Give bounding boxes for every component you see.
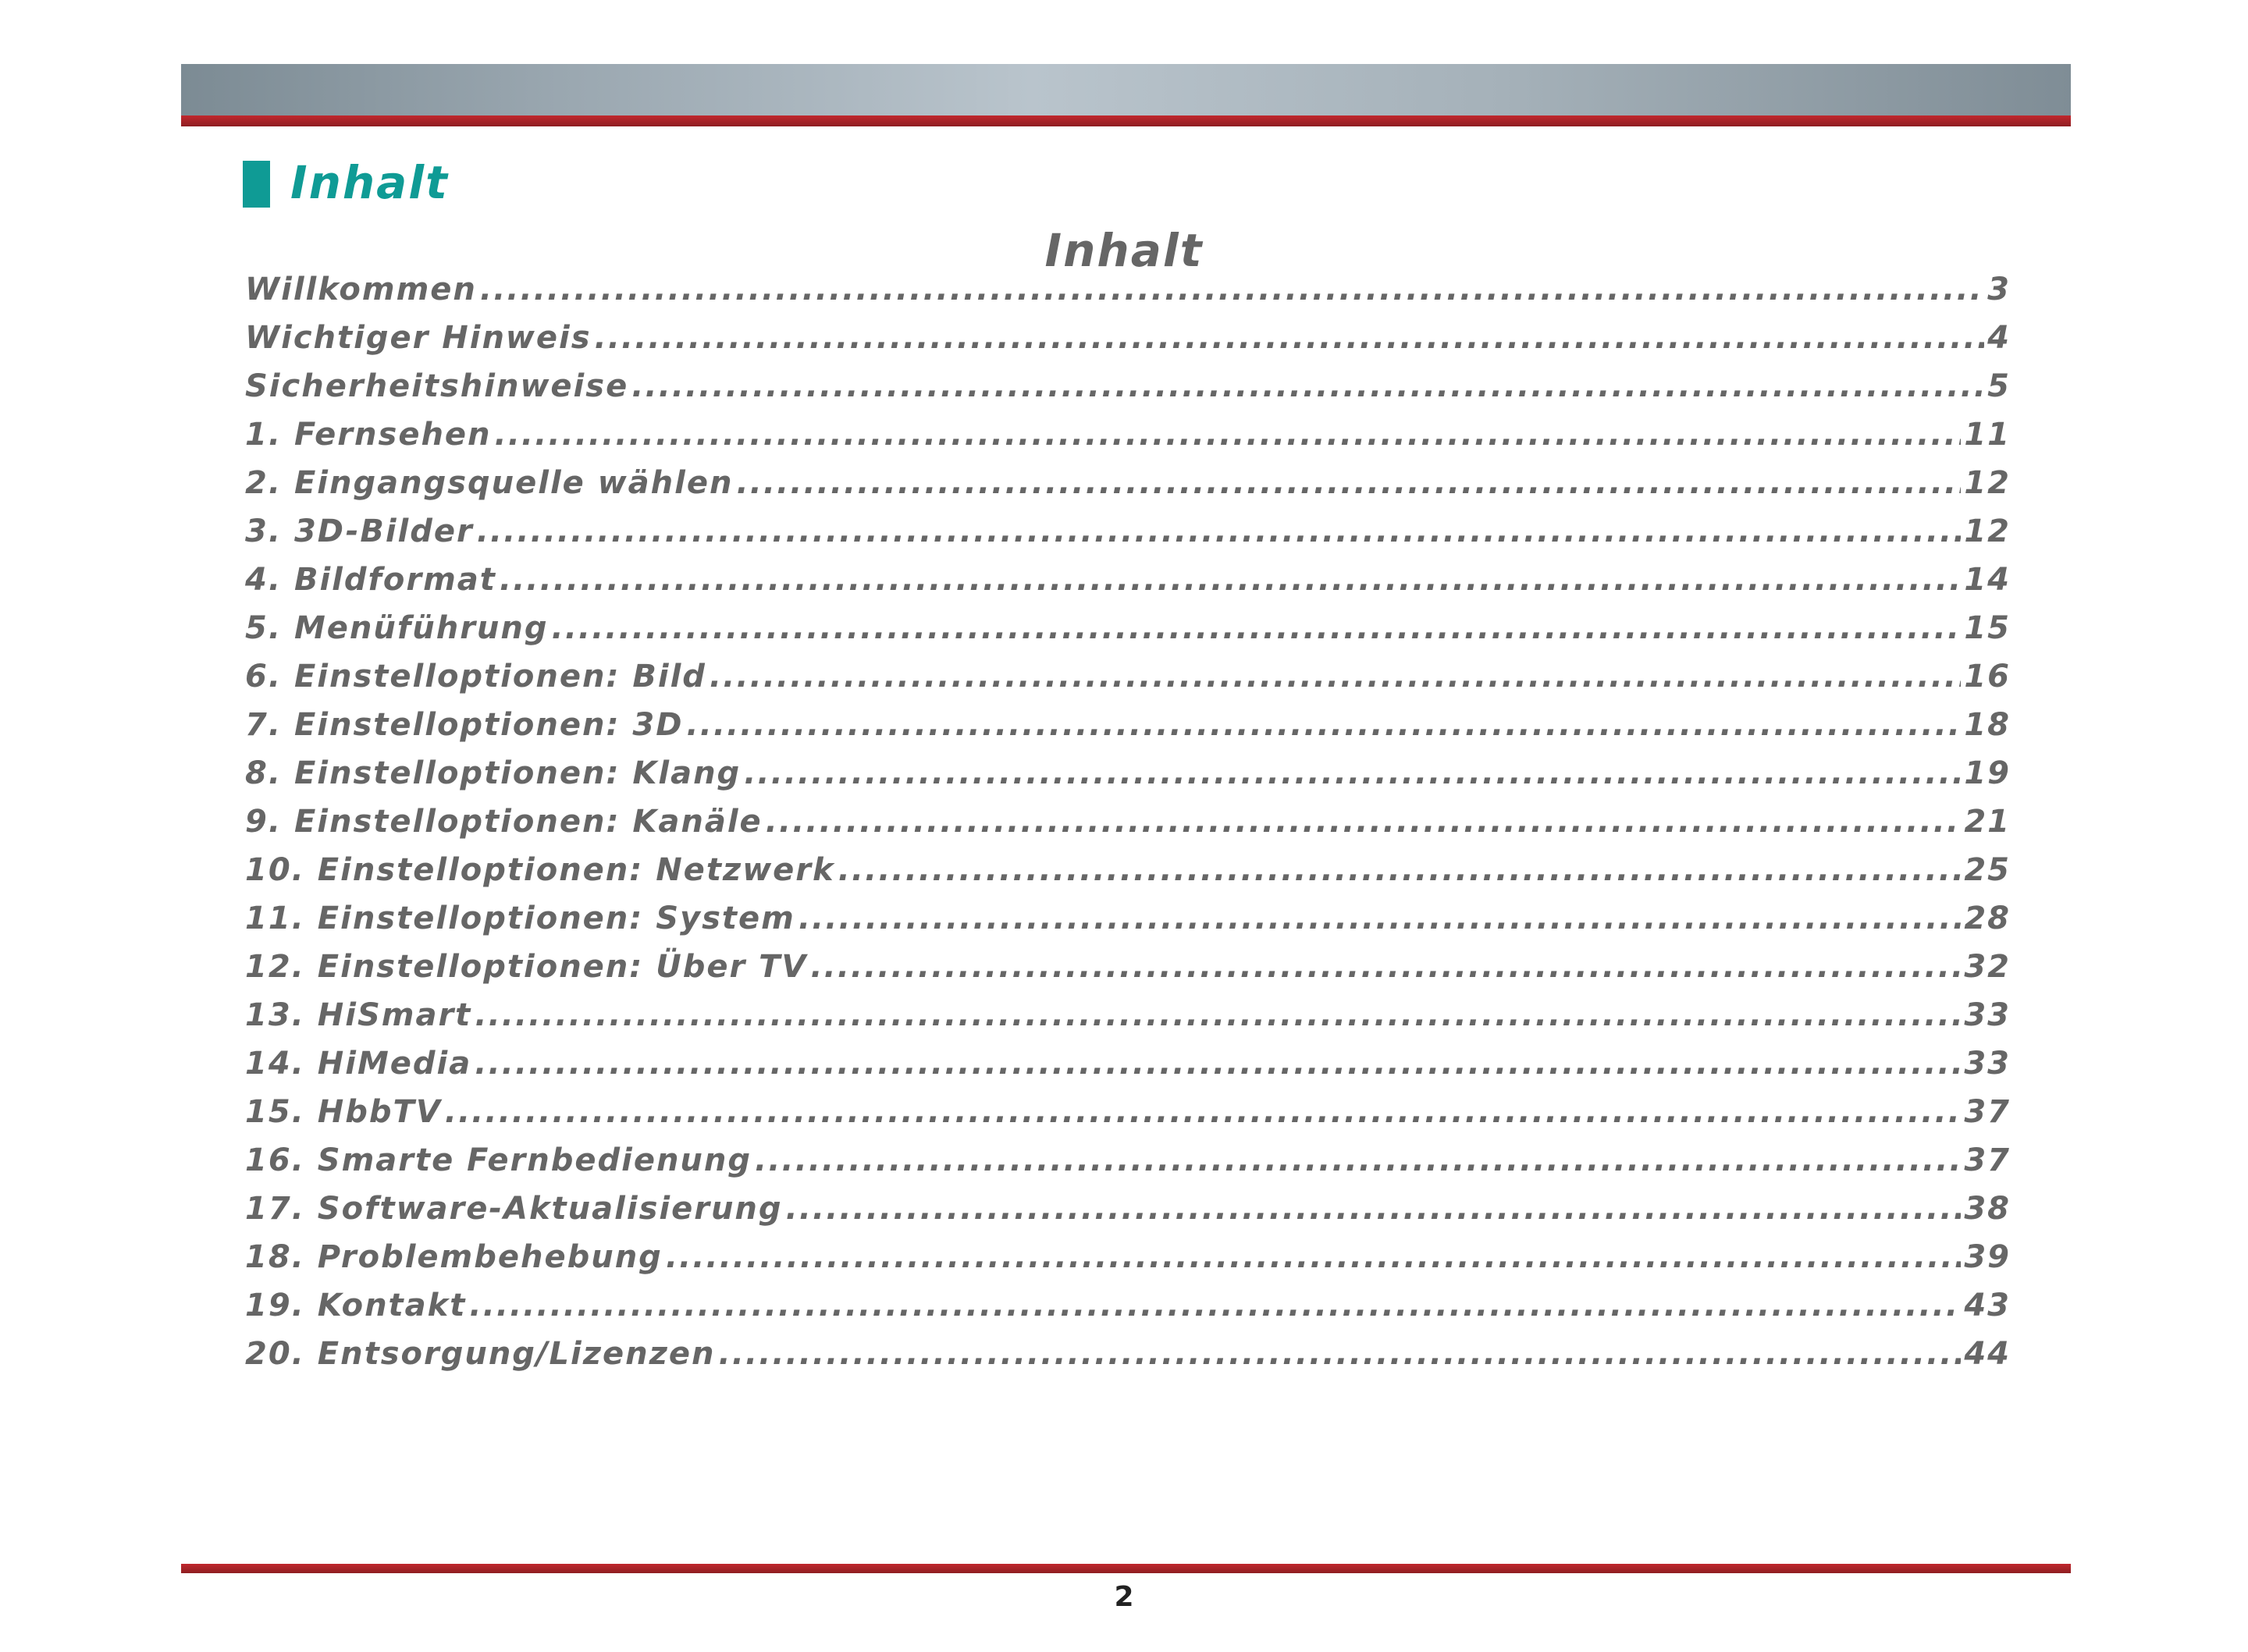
toc-entry[interactable] [245, 894, 2011, 943]
toc-entry-label: 18. Problembehebung [245, 1239, 663, 1275]
toc-entry-page: 11 [1964, 417, 2011, 453]
toc-entry-page: 37 [1964, 1094, 2011, 1130]
toc-entry[interactable] [245, 556, 2011, 604]
toc-leader-dots [500, 556, 1961, 604]
toc-entry-page: 12 [1964, 513, 2011, 549]
toc-entry[interactable] [245, 991, 2011, 1039]
toc-leader-dots [744, 749, 1961, 798]
toc-leader-dots [445, 1088, 1962, 1136]
toc-entry-label: 12. Einstelloptionen: Über TV [245, 949, 808, 985]
toc-leader-dots [766, 798, 1962, 846]
footer-rule [181, 1564, 2071, 1573]
toc-entry-page: 44 [1964, 1336, 2011, 1372]
toc-leader-dots [810, 943, 1961, 991]
toc-entry-label: 4. Bildformat [245, 562, 496, 598]
toc-entry-label: 13. HiSmart [245, 997, 472, 1033]
toc-leader-dots [552, 604, 1962, 652]
toc-entry-label: 15. HbbTV [245, 1094, 442, 1130]
toc-entry-label: 9. Einstelloptionen: Kanäle [245, 804, 763, 840]
section-marker [243, 161, 270, 208]
toc-entry-label: 10. Einstelloptionen: Netzwerk [245, 852, 835, 888]
toc-entry-label: 16. Smarte Fernbedienung [245, 1142, 752, 1178]
toc-leader-dots [786, 1185, 1962, 1233]
toc-entry-page: 3 [1987, 272, 2011, 307]
toc-entry-page: 14 [1964, 562, 2011, 598]
toc-entry[interactable] [245, 1330, 2011, 1378]
toc-entry-page: 33 [1964, 1046, 2011, 1082]
toc-entry[interactable] [245, 1088, 2011, 1136]
toc-entry[interactable] [245, 1185, 2011, 1233]
toc-entry-label: 17. Software-Aktualisierung [245, 1191, 783, 1227]
toc-leader-dots [736, 459, 1961, 507]
toc-entry-label: 14. HiMedia [245, 1046, 472, 1082]
toc-entry-page: 5 [1987, 368, 2011, 404]
toc-entry-label: 1. Fernsehen [245, 417, 492, 453]
toc-entry-page: 16 [1964, 659, 2011, 695]
toc-entry-label: Wichtiger Hinweis [245, 320, 592, 356]
toc-entry-page: 18 [1964, 707, 2011, 743]
toc-leader-dots [799, 894, 1962, 943]
toc-leader-dots [469, 1281, 1961, 1330]
toc-entry-label: 20. Entsorgung/Lizenzen [245, 1336, 716, 1372]
toc-entry[interactable] [245, 1039, 2011, 1088]
toc-leader-dots [475, 991, 1961, 1039]
toc-entry[interactable] [245, 1281, 2011, 1330]
toc-leader-dots [480, 265, 1984, 314]
toc-entry-page: 39 [1964, 1239, 2011, 1275]
toc-entry[interactable] [245, 459, 2011, 507]
toc-leader-dots [838, 846, 1962, 894]
toc-entry-page: 28 [1964, 901, 2011, 936]
toc-entry[interactable] [245, 507, 2011, 556]
table-of-contents [245, 265, 2011, 1378]
toc-entry-page: 12 [1964, 465, 2011, 501]
toc-leader-dots [475, 1039, 1961, 1088]
toc-leader-dots [755, 1136, 1961, 1185]
toc-entry-page: 25 [1964, 852, 2011, 888]
toc-entry-label: Willkommen [245, 272, 477, 307]
toc-entry[interactable] [245, 314, 2011, 362]
toc-entry-label: 5. Menüführung [245, 610, 549, 646]
toc-entry[interactable] [245, 701, 2011, 749]
toc-leader-dots [495, 410, 1962, 459]
toc-entry[interactable] [245, 652, 2011, 701]
toc-entry[interactable] [245, 749, 2011, 798]
toc-entry-page: 37 [1964, 1142, 2011, 1178]
toc-entry-label: 2. Eingangsquelle wählen [245, 465, 734, 501]
toc-leader-dots [666, 1233, 1962, 1281]
toc-entry-page: 33 [1964, 997, 2011, 1033]
toc-entry[interactable] [245, 1136, 2011, 1185]
toc-entry-label: 3. 3D-Bilder [245, 513, 474, 549]
section-heading: Inhalt [290, 156, 449, 209]
toc-leader-dots [477, 507, 1962, 556]
toc-leader-dots [686, 701, 1961, 749]
toc-entry[interactable] [245, 265, 2011, 314]
toc-leader-dots [595, 314, 1985, 362]
toc-entry[interactable] [245, 362, 2011, 410]
toc-entry[interactable] [245, 798, 2011, 846]
toc-entry-label: 11. Einstelloptionen: System [245, 901, 795, 936]
toc-entry-page: 38 [1964, 1191, 2011, 1227]
header-banner [181, 64, 2071, 115]
page-number: 2 [1114, 1581, 1134, 1613]
toc-entry-label: 8. Einstelloptionen: Klang [245, 755, 742, 791]
toc-entry-label: 6. Einstelloptionen: Bild [245, 659, 706, 695]
toc-title: Inhalt [1044, 224, 1204, 277]
toc-entry-label: 7. Einstelloptionen: 3D [245, 707, 684, 743]
toc-entry[interactable] [245, 846, 2011, 894]
toc-entry[interactable] [245, 604, 2011, 652]
toc-entry[interactable] [245, 1233, 2011, 1281]
toc-entry[interactable] [245, 410, 2011, 459]
toc-leader-dots [710, 652, 1961, 701]
toc-entry-page: 15 [1964, 610, 2011, 646]
toc-entry-label: Sicherheitshinweise [245, 368, 629, 404]
toc-entry-page: 4 [1987, 320, 2011, 356]
toc-leader-dots [719, 1330, 1962, 1378]
toc-entry-page: 21 [1964, 804, 2011, 840]
toc-entry-label: 19. Kontakt [245, 1288, 467, 1323]
toc-entry[interactable] [245, 943, 2011, 991]
toc-leader-dots [631, 362, 1984, 410]
toc-entry-page: 19 [1964, 755, 2011, 791]
header-rule [181, 115, 2071, 126]
toc-entry-page: 32 [1964, 949, 2011, 985]
toc-entry-page: 43 [1964, 1288, 2011, 1323]
